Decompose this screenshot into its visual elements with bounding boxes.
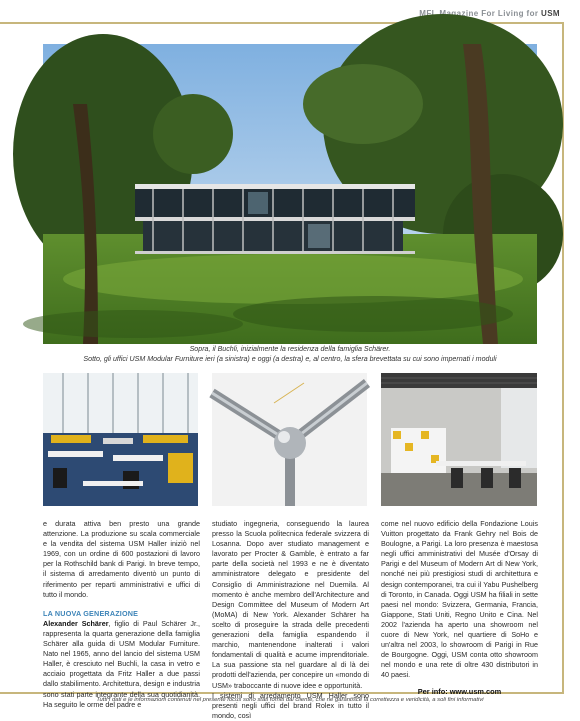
modern-office-illustration (381, 373, 537, 506)
caption-line-1: Sopra, il Buchli, inizialmente la residenza della famiglia Schärer. (189, 345, 391, 353)
brand-name: USM (541, 8, 560, 18)
article-column-3 (381, 519, 538, 697)
vintage-office-illustration (43, 373, 198, 506)
more-info-link[interactable]: Per info: www.usm.com (417, 686, 502, 696)
article-paragraph-3: I sistemi di arredamento USM Haller sono presenti negli uffici del brand Rolex in tutto il mondo, così (212, 690, 369, 720)
person-name: Alexander Schärer (43, 618, 109, 628)
vintage-office-photo (43, 373, 198, 506)
photo-caption (43, 345, 537, 364)
article-paragraph-1-text: , figlio di Paul Schärer Jr., rappresenta la quarta generazione della famiglia Schärer alla guida di USM Modular Furniture. Nato nel 1965, anno del lancio del sistema USM Haller, è cresciuto nel Buchli, la casa in vetro e acciaio progettata da Fritz Haller a due passi dallo stabilimento. Architettura, design e industria sono stati parte integrante della sua quotidianità. Ha seguito le orme del padre e (43, 618, 200, 709)
hero-house-photo (43, 44, 537, 344)
magazine-title: MFL Magazine For Living for USM (419, 8, 560, 18)
footer-disclaimer: Tutti i dati e le informazioni contenuti nel presente focus sono stati forniti dal cliente, che ne garantisce la correttezza e veridicità, a soli fini informativi (96, 697, 484, 703)
ball-connector-photo (212, 373, 367, 506)
section-heading: LA NUOVA GENERAZIONE (43, 608, 139, 618)
article-intro: e durata attiva ben presto una grande attenzione. La produzione su scala commerciale e la vendita del sistema USM Haller iniziò nel 1969, con un ordine di 600 postazioni di lavoro per la Rothschild bank di Parigi. In breve tempo, il sistema di arredamento diventò un punto di riferimento per reparti amministrativi e uffici di tutto il mondo. (43, 519, 200, 599)
article-column-1 (43, 519, 200, 710)
article-paragraph-4: come nel nuovo edificio della Fondazione Louis Vuitton progettato da Frank Gehry nel Bois de Boulogne, a Parigi. La loro presenza è maestosa negli uffici amministrativi del Musée d'Orsay di Parigi e del Museum of Modern Art di New York, nonché nei più prestigiosi studi di architettura e design contemporanei, tra cui il Yabu Pushelberg di Toronto, in Canada. Oggi USM ha filiali in sette paesi nel mondo: Svizzera, Germania, Francia, Giappone, Stati Uniti, Regno Unito e Cina. Nel 2002 l'azienda ha aperto una showroom nel cuore di New York, nel quartiere di SoHo e un'altra nel 2003, lo showroom di Parigi in Rue de Bourgogne. Oggi, USM conta otto showroom nel mondo e una rete di oltre 430 distributori in 40 paesi. (381, 519, 538, 680)
article-column-2 (212, 519, 369, 721)
ball-connector-illustration (212, 373, 367, 506)
article-paragraph-2: studiato ingegneria, conseguendo la laurea presso la Scuola politecnica federale svizzera di Losanna. Dopo aver studiato management e lavorato per Procter & Gamble, è entrato a far parte della società nel 1993 e ne è diventato amministratore delegato e presidente del Consiglio di Amministrazione nel Duemila. Al momento è anche membro dell'Architecture and Design Committee del Museum of Modern Art (MoMA) di New York. Alexander Schärer ha scelto di proseguire la strada delle precedenti generazioni della famiglia espandendo il marchio, mantenendone inalterati i valori fondamentali di qualità e acume imprenditoriale. La sua passione sta nel guardare al di là dei prodotti dell'azienda, per concepire un «mondo di USM» traboccante di nuove idee e opportunità. (212, 519, 369, 690)
house-illustration (43, 44, 537, 344)
modern-office-photo (381, 373, 537, 506)
caption-line-2: Sotto, gli uffici USM Modular Furniture ieri (a sinistra) e oggi (a destra) e, al centro, la sfera brevettata su cui sono impernati i moduli (83, 354, 497, 363)
